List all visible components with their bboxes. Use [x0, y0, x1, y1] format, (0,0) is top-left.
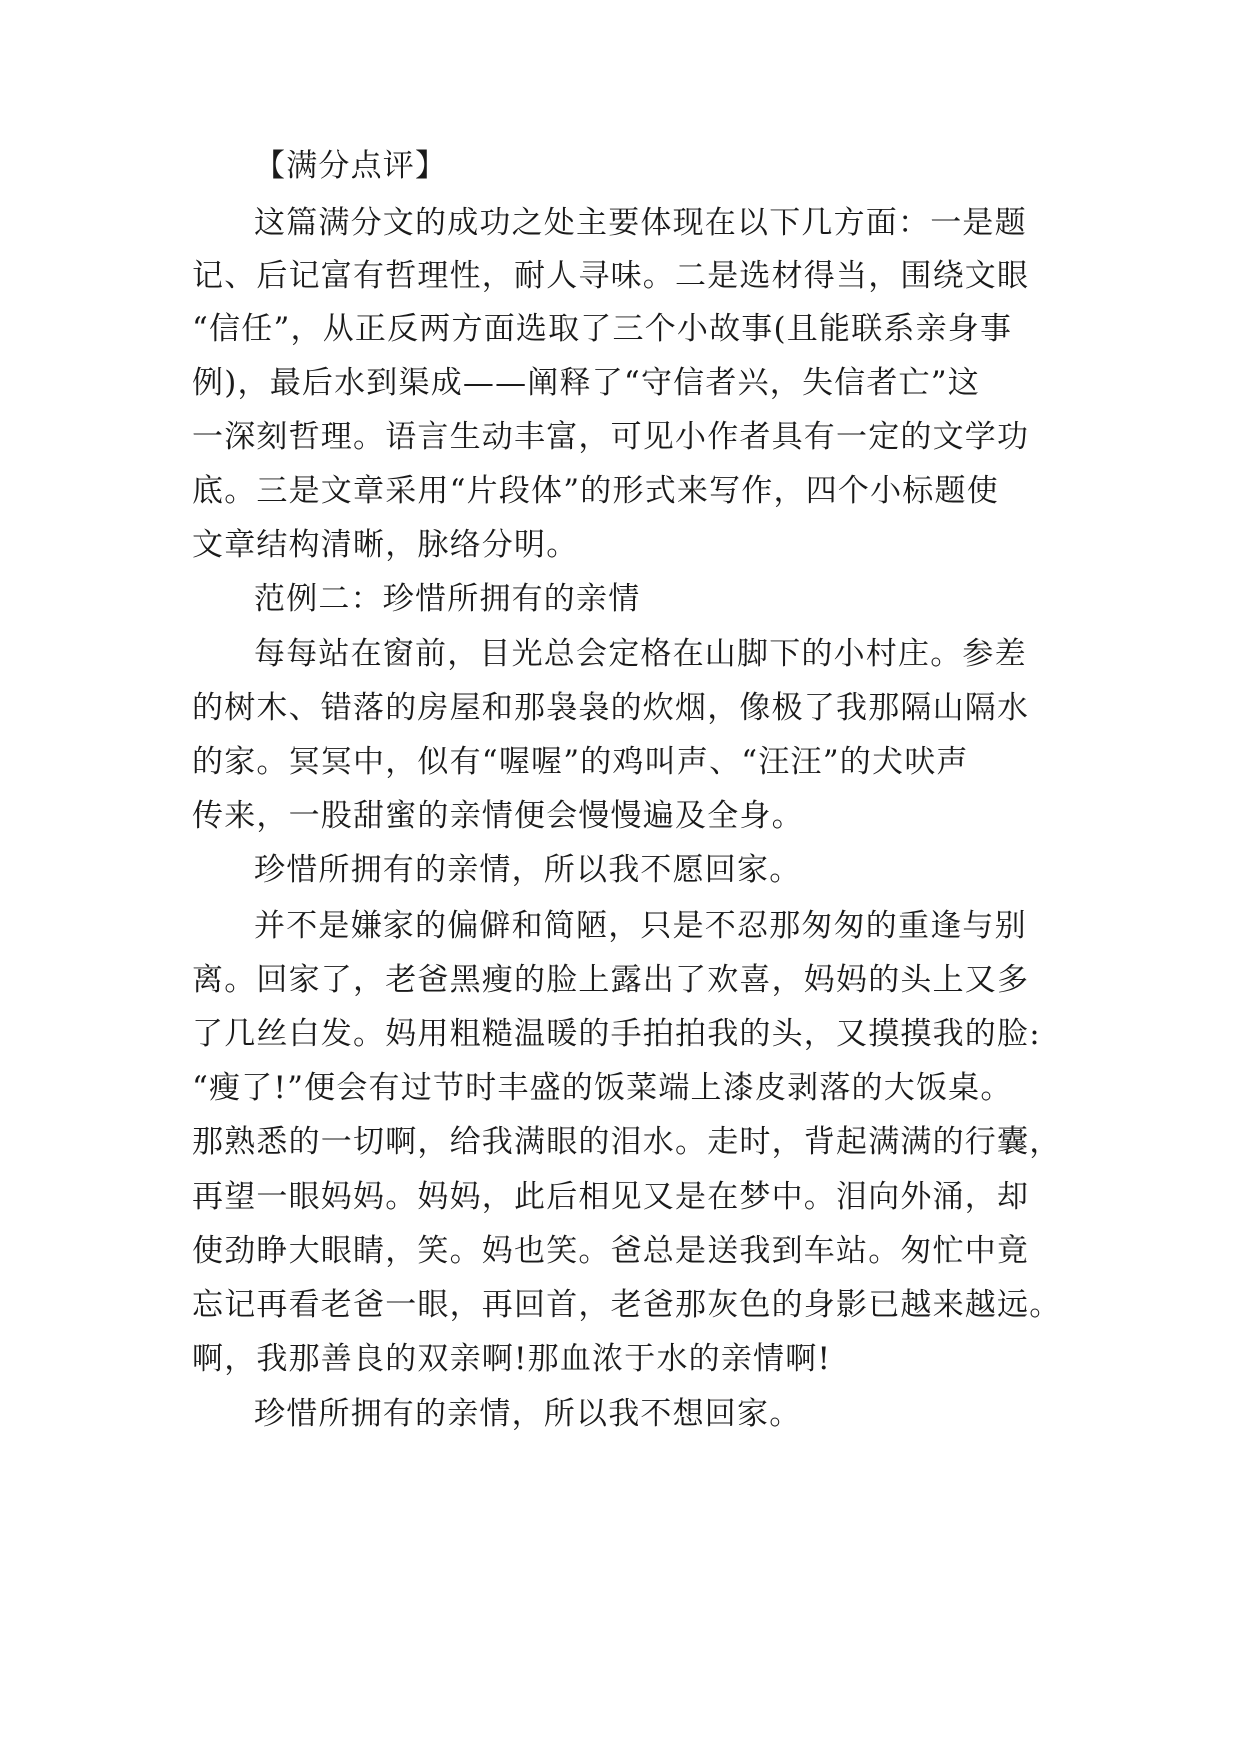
- text-line: 传来，一股甜蜜的亲情便会慢慢遍及全身。: [192, 798, 804, 834]
- text-line: 了几丝白发。妈用粗糙温暖的手拍拍我的头，又摸摸我的脸:: [192, 1016, 1041, 1052]
- text-line: 文章结构清晰，脉络分明。: [192, 527, 579, 563]
- text-line: 记、后记富有哲理性，耐人寻味。二是选材得当，围绕文眼: [192, 258, 1030, 294]
- review-heading: 【满分点评】: [254, 148, 448, 184]
- text-line: 珍惜所拥有的亲情，所以我不想回家。: [254, 1396, 802, 1432]
- text-line: 底。三是文章采用“片段体”的形式来写作，四个小标题使: [192, 473, 999, 509]
- text-line: “瘦了!”便会有过节时丰盛的饭菜端上漆皮剥落的大饭桌。: [192, 1070, 1013, 1106]
- example-title: 范例二：珍惜所拥有的亲情: [254, 581, 641, 617]
- text-line: 使劲睁大眼睛，笑。妈也笑。爸总是送我到车站。匆忙中竟: [192, 1233, 1030, 1269]
- text-line: 的树木、错落的房屋和那袅袅的炊烟，像极了我那隔山隔水: [192, 690, 1030, 726]
- text-line: “信任”，从正反两方面选取了三个小故事(且能联系亲身事: [192, 311, 1013, 347]
- text-line: 一深刻哲理。语言生动丰富，可见小作者具有一定的文学功: [192, 419, 1030, 455]
- text-line: 啊，我那善良的双亲啊!那血浓于水的亲情啊!: [192, 1341, 832, 1377]
- text-line: 离。回家了，老爸黑瘦的脸上露出了欢喜，妈妈的头上又多: [192, 962, 1030, 998]
- text-line: 再望一眼妈妈。妈妈，此后相见又是在梦中。泪向外涌，却: [192, 1179, 1030, 1215]
- text-line: 例)，最后水到渠成——阐释了“守信者兴，失信者亡”这: [192, 365, 980, 401]
- text-line: 并不是嫌家的偏僻和简陋，只是不忍那匆匆的重逢与别: [254, 908, 1027, 944]
- text-line: 那熟悉的一切啊，给我满眼的泪水。走时，背起满满的行囊，: [192, 1124, 1062, 1160]
- text-line: 珍惜所拥有的亲情，所以我不愿回家。: [254, 852, 802, 888]
- text-line: 每每站在窗前，目光总会定格在山脚下的小村庄。参差: [254, 636, 1027, 672]
- text-line: 忘记再看老爸一眼，再回首，老爸那灰色的身影已越来越远。: [192, 1287, 1062, 1323]
- text-line: 的家。冥冥中，似有“喔喔”的鸡叫声、“汪汪”的犬吠声: [192, 744, 969, 780]
- text-line: 这篇满分文的成功之处主要体现在以下几方面：一是题: [254, 205, 1027, 241]
